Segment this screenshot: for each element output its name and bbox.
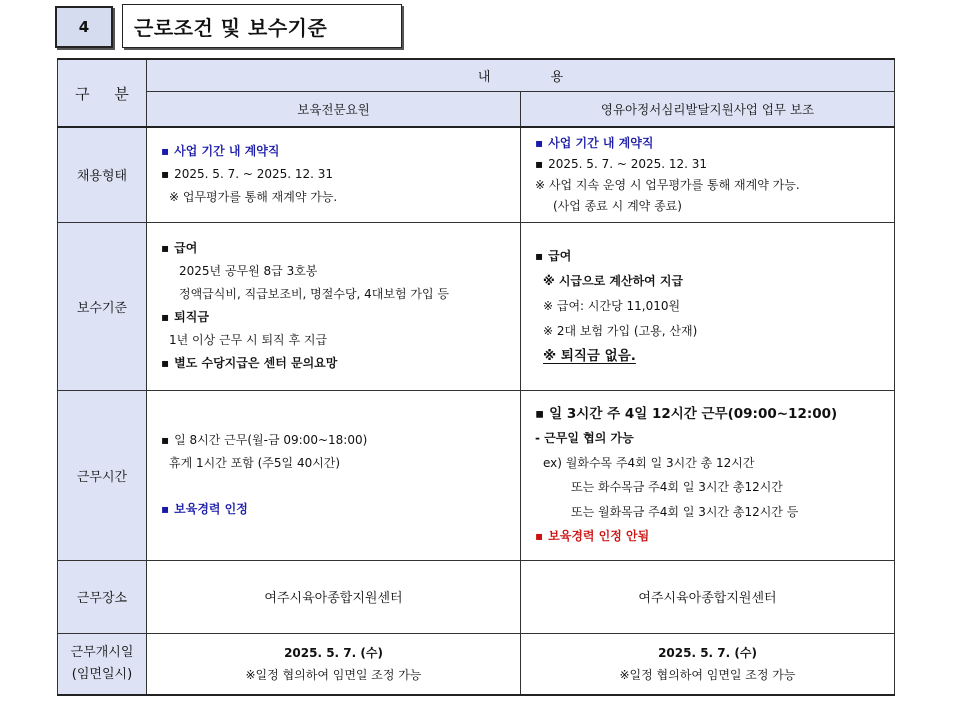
- header-row: [58, 59, 895, 91]
- list-item: ※ 사업 지속 운영 시 업무평가를 통해 재계약 가능.: [535, 177, 800, 192]
- list-item: 또는 화수목금 주4회 일 3시간 총12시간: [571, 480, 783, 494]
- section-number: 4: [55, 6, 113, 48]
- bullet-square-icon: ▪: [535, 405, 545, 422]
- hours-col2: [521, 390, 895, 560]
- header-category: 구 분: [58, 59, 147, 127]
- list-item: (사업 종료 시 계약 종료): [553, 198, 682, 213]
- subheader-row: [58, 91, 895, 127]
- bullet-square-icon: ▪: [161, 356, 170, 370]
- list-item: 2025년 공무원 8급 3호봉: [179, 264, 318, 278]
- list-item: ▪ 사업 기간 내 계약직: [161, 144, 280, 159]
- header-col1: 보육전문요원: [147, 91, 521, 127]
- bullet-square-icon: ▪: [161, 433, 170, 447]
- table-row: [58, 127, 895, 222]
- list-item: ▪ 2025. 5. 7. ~ 2025. 12. 31: [161, 167, 334, 182]
- bullet-square-icon: ▪: [161, 502, 170, 516]
- employment-col2: [521, 127, 895, 222]
- list-item: ▪ 사업 기간 내 계약직: [535, 135, 654, 150]
- list-item: ▪ 급여: [161, 241, 198, 255]
- list-item: 또는 월화목금 주4회 일 3시간 총12시간 등: [571, 504, 799, 519]
- start-col1: 2025. 5. 7. (수) ※일정 협의하여 임면일 조정 가능: [147, 633, 521, 695]
- list-item: 정액급식비, 직급보조비, 명절수당, 4대보험 가입 등: [179, 287, 449, 301]
- bullet-square-icon: ▪: [161, 144, 170, 159]
- list-item: ※ 급여: 시간당 11,010원: [543, 298, 681, 313]
- table-row: [58, 222, 895, 390]
- section-title: 근로조건 및 보수기준: [122, 4, 402, 48]
- list-item: ▪ 보육경력 인정 안됨: [535, 529, 650, 543]
- row-label-start: 근무개시일 (임면일시): [58, 633, 147, 695]
- bullet-square-icon: ▪: [161, 241, 170, 255]
- row-label-hours: 근무시간: [58, 390, 147, 560]
- bullet-square-icon: ▪: [535, 529, 544, 543]
- employment-col1: [147, 127, 521, 222]
- row-label-employment: 채용형태: [58, 127, 147, 222]
- bullet-square-icon: ▪: [535, 135, 544, 150]
- place-col2: 여주시육아종합지원센터: [521, 560, 895, 633]
- header-content: 내 용: [147, 59, 895, 91]
- start-col2: 2025. 5. 7. (수) ※일정 협의하여 임면일 조정 가능: [521, 633, 895, 695]
- list-item: ▪ 2025. 5. 7. ~ 2025. 12. 31: [535, 156, 708, 171]
- place-col1: 여주시육아종합지원센터: [147, 560, 521, 633]
- list-item: 휴게 1시간 포함 (주5일 40시간): [169, 456, 341, 470]
- bullet-square-icon: ▪: [161, 167, 170, 182]
- pay-col1: [147, 222, 521, 390]
- row-label-pay: 보수기준: [58, 222, 147, 390]
- list-item: 1년 이상 근무 시 퇴직 후 지급: [169, 333, 328, 347]
- conditions-table: [57, 58, 895, 696]
- list-item: ※ 2대 보험 가입 (고용, 산재): [543, 323, 698, 338]
- list-item: ※ 퇴직금 없음.: [543, 347, 636, 364]
- list-item: ▪ 별도 수당지급은 센터 문의요망: [161, 356, 338, 370]
- table-row: [58, 390, 895, 560]
- table-row: [58, 633, 895, 695]
- list-item: ▪ 일 3시간 주 4일 12시간 근무(09:00~12:00): [535, 405, 838, 422]
- row-label-place: 근무장소: [58, 560, 147, 633]
- list-item: ※ 업무평가를 통해 재계약 가능.: [169, 190, 338, 205]
- list-item: [161, 475, 520, 498]
- bullet-square-icon: ▪: [535, 156, 544, 171]
- list-item: - 근무일 협의 가능: [535, 431, 634, 445]
- list-item: ▪ 보육경력 인정: [161, 502, 248, 516]
- list-item: ex) 월화수목 주4회 일 3시간 총 12시간: [543, 455, 755, 470]
- list-item: ※ 시급으로 계산하여 지급: [543, 273, 684, 288]
- header-col2: 영유아정서심리발달지원사업 업무 보조: [521, 91, 895, 127]
- list-item: ▪ 일 8시간 근무(월-금 09:00~18:00): [161, 433, 368, 447]
- bullet-square-icon: ▪: [535, 248, 544, 263]
- hours-col1: [147, 390, 521, 560]
- bullet-square-icon: ▪: [161, 310, 170, 324]
- pay-col2: [521, 222, 895, 390]
- list-item: ▪ 퇴직금: [161, 310, 209, 324]
- table-row: [58, 560, 895, 633]
- list-item: ▪ 급여: [535, 248, 572, 263]
